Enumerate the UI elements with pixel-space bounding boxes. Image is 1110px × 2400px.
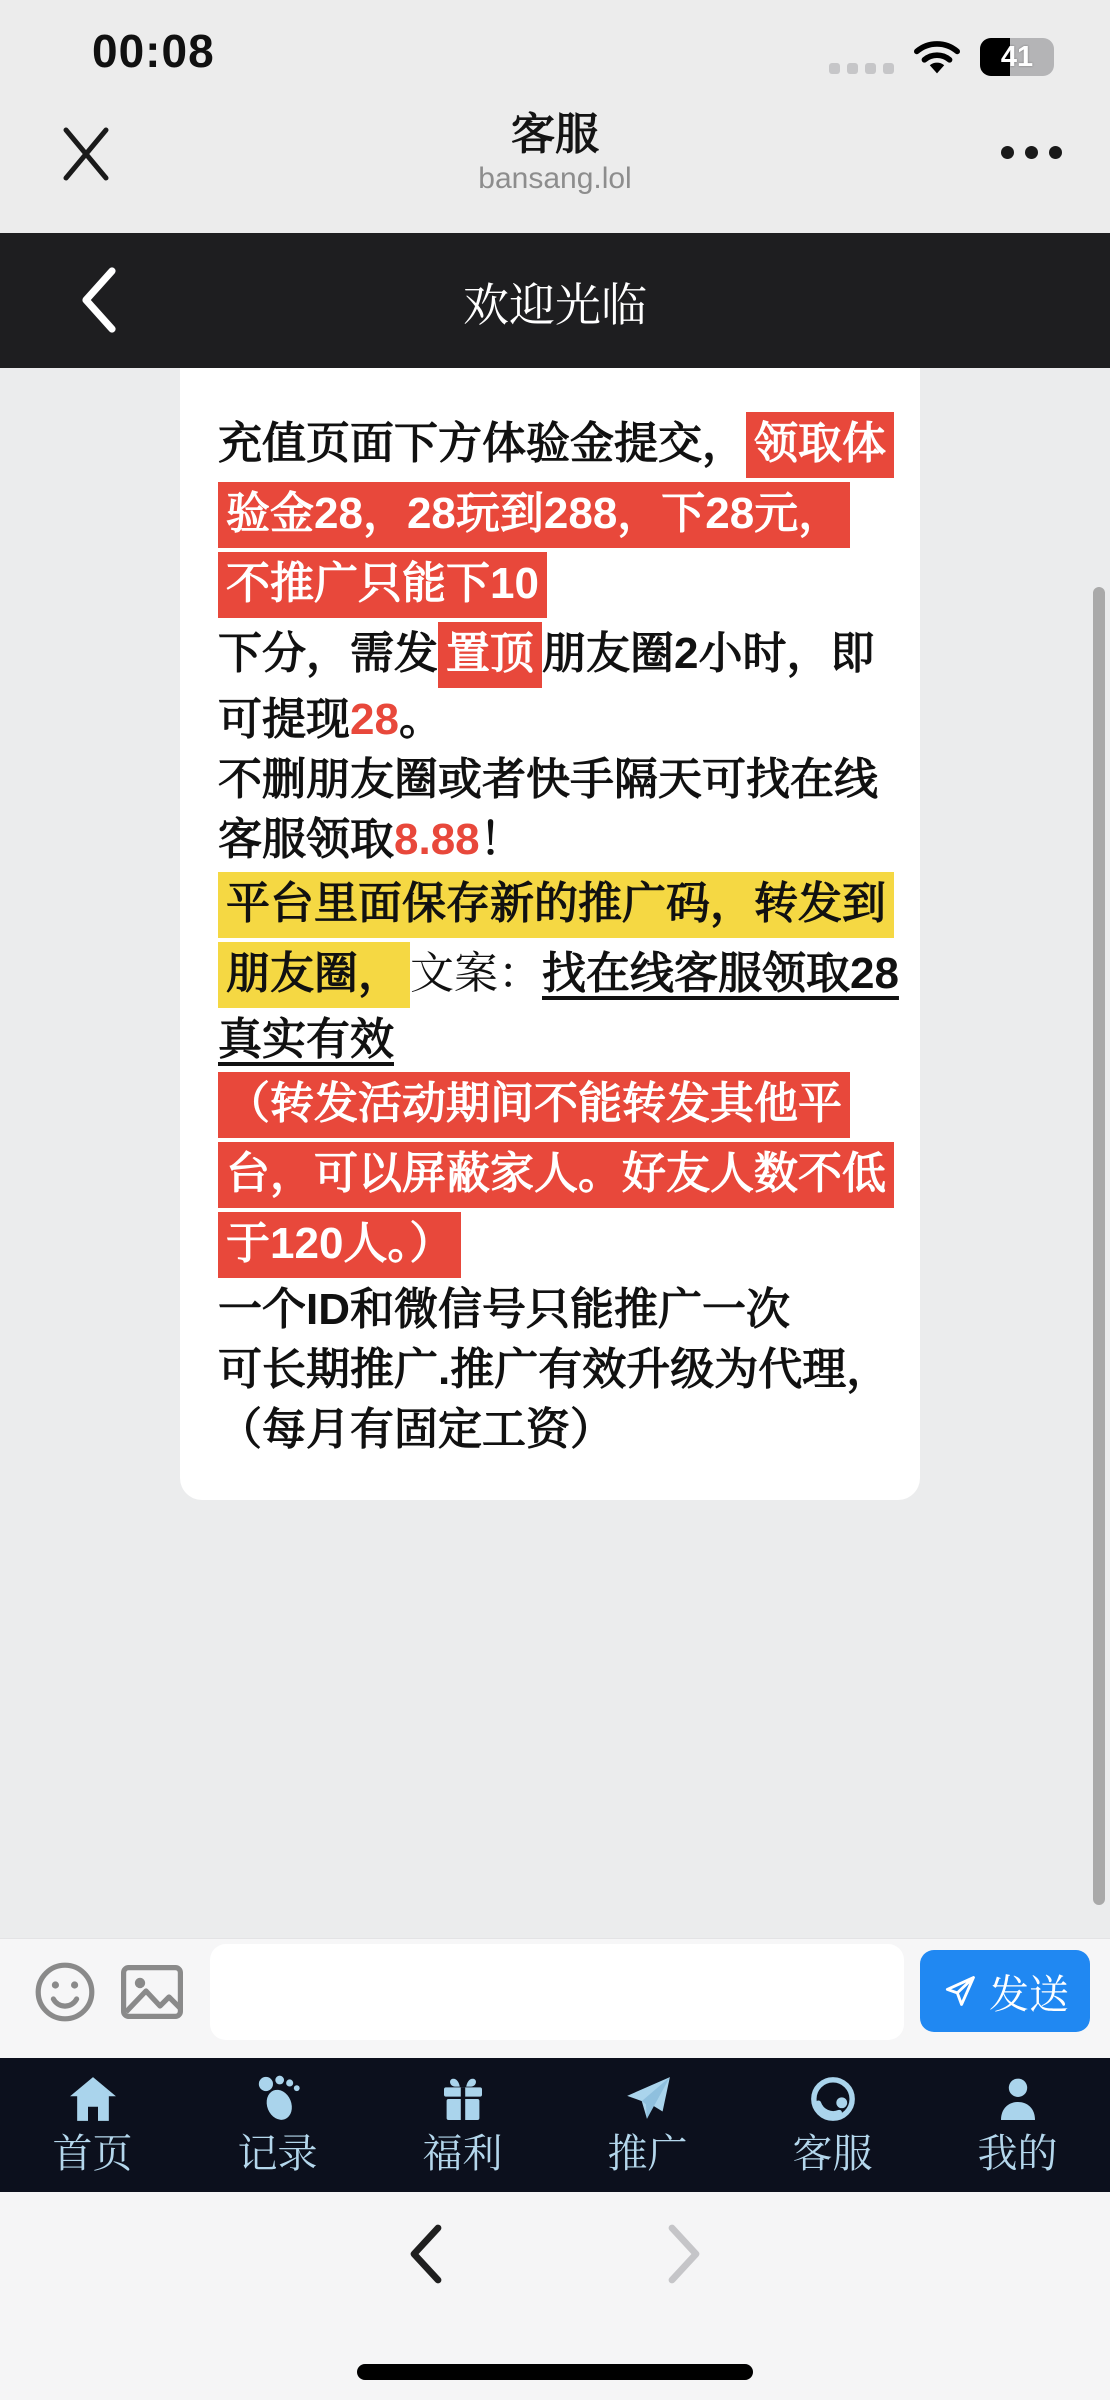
message-line: 充值页面下方体验金提交， 领取体: [218, 410, 882, 480]
home-indicator[interactable]: [357, 2364, 753, 2380]
user-icon: [994, 2075, 1042, 2123]
status-icons: [829, 36, 1048, 78]
more-menu-icon[interactable]: [1001, 124, 1062, 180]
message-line: 朋友圈，文案：找在线客服领取28: [218, 940, 882, 1010]
tab-welfare[interactable]: 福利: [370, 2058, 555, 2192]
message-input[interactable]: [210, 1944, 904, 2040]
battery-percent: 41: [1000, 41, 1034, 73]
tab-service[interactable]: 客服: [740, 2058, 925, 2192]
history-back-icon[interactable]: [400, 2222, 448, 2286]
page-url: bansang.lol: [478, 162, 632, 195]
browser-bottom-bar: [0, 2192, 1110, 2400]
bottom-tab-bar: [0, 2058, 1110, 2192]
paper-plane-icon: [623, 2074, 673, 2124]
tab-promotion[interactable]: 推广: [555, 2058, 740, 2192]
send-plane-icon: [941, 1972, 979, 2010]
scrollbar-thumb[interactable]: [1093, 587, 1105, 1905]
service-message-card: [180, 368, 920, 1500]
cellular-signal-icon: [829, 63, 894, 74]
tab-home[interactable]: 首页: [0, 2058, 185, 2192]
chat-content-area: [0, 368, 1110, 1938]
message-line: 客服领取8.88！: [218, 815, 524, 864]
history-forward-icon[interactable]: [662, 2222, 710, 2286]
battery-icon: [980, 38, 1054, 76]
send-label: 发送: [989, 1972, 1069, 2017]
message-line: （转发活动期间不能转发其他平: [218, 1070, 882, 1140]
status-bar: [0, 0, 1110, 90]
emoji-icon[interactable]: [33, 1960, 97, 2024]
message-line: 真实有效: [218, 1015, 394, 1064]
headset-icon: [808, 2074, 858, 2124]
message-line: 可提现28。: [218, 695, 443, 744]
status-time: 00:08: [92, 25, 215, 77]
tab-mine[interactable]: 我的: [925, 2058, 1110, 2192]
browser-header: [0, 90, 1110, 233]
message-line: 平台里面保存新的推广码，转发到: [218, 870, 882, 940]
page-title: 客服: [511, 110, 599, 159]
home-icon: [68, 2075, 118, 2123]
page-nav-bar: [0, 233, 1110, 368]
send-button[interactable]: [920, 1950, 1090, 2032]
message-line: 于120人。）: [218, 1210, 882, 1280]
message-line: （每月有固定工资）: [218, 1405, 614, 1454]
message-line: 可长期推广.推广有效升级为代理，: [218, 1345, 891, 1394]
message-line: 下分，需发 置顶 朋友圈2小时，即: [218, 620, 882, 690]
gift-icon: [439, 2075, 487, 2123]
message-line: 不推广只能下10: [218, 550, 882, 620]
message-input-bar: [0, 1938, 1110, 2059]
page-nav-title: 欢迎光临: [463, 279, 647, 331]
wifi-icon: [910, 36, 964, 78]
message-line: 不删朋友圈或者快手隔天可找在线: [218, 755, 878, 804]
message-line: 一个ID和微信号只能推广一次: [218, 1285, 790, 1334]
message-line: 台，可以屏蔽家人。好友人数不低: [218, 1140, 882, 1210]
tab-records[interactable]: 记录: [185, 2058, 370, 2192]
message-line: 验金28，28玩到288，下28元，: [218, 480, 882, 550]
image-upload-icon[interactable]: [120, 1964, 184, 2020]
footprint-icon: [253, 2074, 303, 2124]
